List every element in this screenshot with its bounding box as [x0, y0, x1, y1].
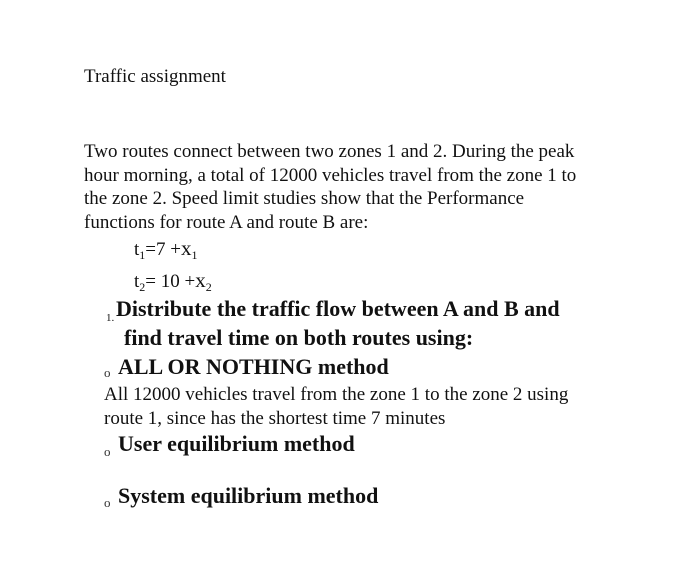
method-user-equilibrium: User equilibrium method: [118, 431, 355, 456]
paragraph-line: Two routes connect between two zones 1 and 2. During the peak: [84, 141, 575, 162]
question-number: 1.: [106, 312, 115, 324]
answer-line: All 12000 vehicles travel from the zone 1 to the zone 2 using: [104, 384, 569, 405]
paragraph-line: functions for route A and route B are:: [84, 211, 369, 233]
answer-line: route 1, since has the shortest time 7 minutes: [104, 408, 446, 429]
method-all-or-nothing: ALL OR NOTHING method: [118, 354, 389, 379]
problem-statement: [84, 140, 644, 234]
bullet-icon: o: [104, 365, 111, 380]
paragraph-line: the zone 2. Speed limit studies show that the Performance: [84, 188, 525, 209]
question-line: find travel time on both routes using:: [124, 325, 474, 350]
bullet-icon: o: [104, 444, 111, 459]
paragraph-line: hour morning, a total of 12000 vehicles travel from the zone 1 to: [84, 164, 577, 186]
method-system-equilibrium: System equilibrium method: [118, 483, 379, 508]
equation-route-1: $t_1=7 +x_1$: [134, 236, 198, 262]
question-line: Distribute the traffic flow between A and B and: [116, 296, 560, 321]
equation-route-2: $t_2= 10 +x_2$: [134, 268, 212, 294]
bullet-icon: o: [104, 495, 111, 510]
page-title: Traffic assignment: [84, 66, 226, 87]
